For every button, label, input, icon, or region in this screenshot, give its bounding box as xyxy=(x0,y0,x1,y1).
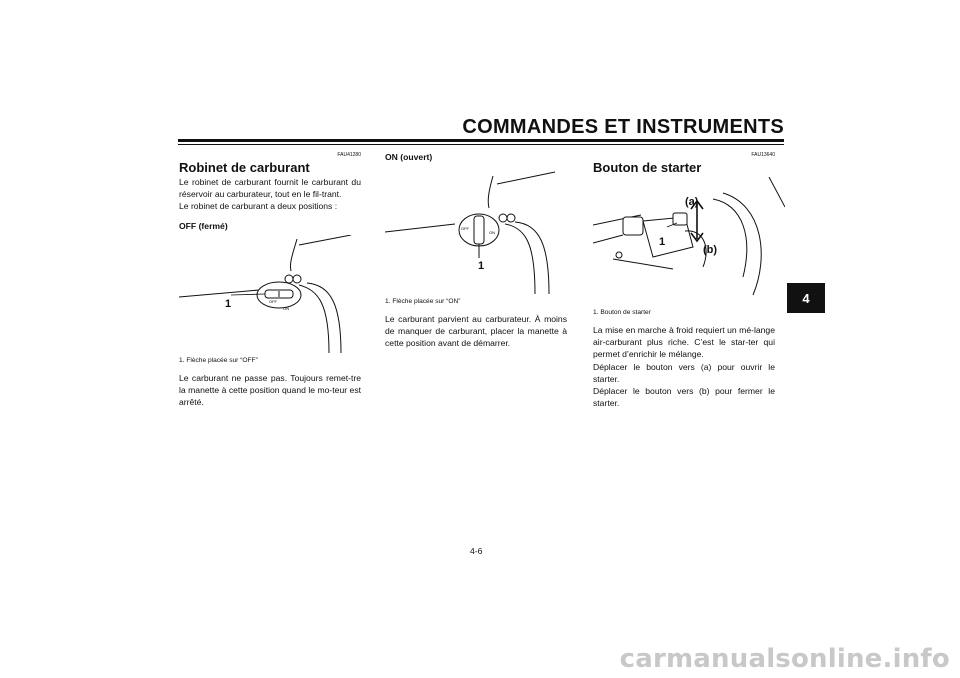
label-a: (a) xyxy=(685,196,699,208)
svg-text:OFF: OFF xyxy=(269,298,277,304)
column-on-position xyxy=(385,148,567,350)
header-rule-thin xyxy=(178,144,784,145)
page-number: 4-6 xyxy=(470,546,483,556)
body-paragraph: La mise en marche à froid requiert un mé-lange air-carburant plus riche. C’est le star-ter qui permet d’enrichir le mélange. xyxy=(593,325,775,360)
section-code: FAU41280 xyxy=(337,152,361,158)
column-choke xyxy=(593,148,775,409)
chapter-tab[interactable]: 4 xyxy=(787,283,825,313)
figure-callout: 1 xyxy=(225,298,232,310)
page-header-title: COMMANDES ET INSTRUMENTS xyxy=(462,116,784,138)
label-b: (b) xyxy=(703,244,718,256)
column-fuel-cock xyxy=(179,148,361,408)
intro-paragraph: Le robinet de carburant a deux positions : xyxy=(179,201,338,212)
section-heading: Robinet de carburant xyxy=(179,160,310,175)
body-paragraph: Déplacer le bouton vers (a) pour ouvrir le starter. xyxy=(593,361,775,384)
svg-text:OFF: OFF xyxy=(461,226,469,231)
svg-text:ON: ON xyxy=(489,230,495,235)
figure-caption: 1. Flèche placée sur “ON” xyxy=(385,298,461,305)
figure-callout: 1 xyxy=(478,260,485,272)
figure-caption: 1. Bouton de starter xyxy=(593,309,651,316)
body-paragraph: Déplacer le bouton vers (b) pour fermer le starter. xyxy=(593,386,775,409)
intro-paragraph: Le robinet de carburant fournit le carburant du réservoir au carburateur, tout en le fil-trant. xyxy=(179,177,361,200)
section-heading: Bouton de starter xyxy=(593,160,702,175)
body-paragraph: Le carburant parvient au carburateur. À moins de manquer de carburant, placer la manette à cette position avant de démarrer. xyxy=(385,314,567,349)
subheading-off: OFF (fermé) xyxy=(179,220,228,231)
fuel-cock-on-illustration xyxy=(385,166,567,294)
subheading-on: ON (ouvert) xyxy=(385,152,433,162)
header-rule xyxy=(178,139,784,142)
svg-text:ON: ON xyxy=(283,305,289,311)
fuel-cock-off-illustration xyxy=(179,235,361,353)
section-code: FAU13640 xyxy=(751,152,775,158)
body-paragraph: Le carburant ne passe pas. Toujours remet-tre la manette à cette position quand le mo-teur est arrêté. xyxy=(179,372,361,408)
watermark-logo: carmanualsonline.info xyxy=(619,644,950,674)
figure-caption: 1. Flèche placée sur “OFF” xyxy=(179,356,258,364)
figure-callout: 1 xyxy=(659,236,666,248)
